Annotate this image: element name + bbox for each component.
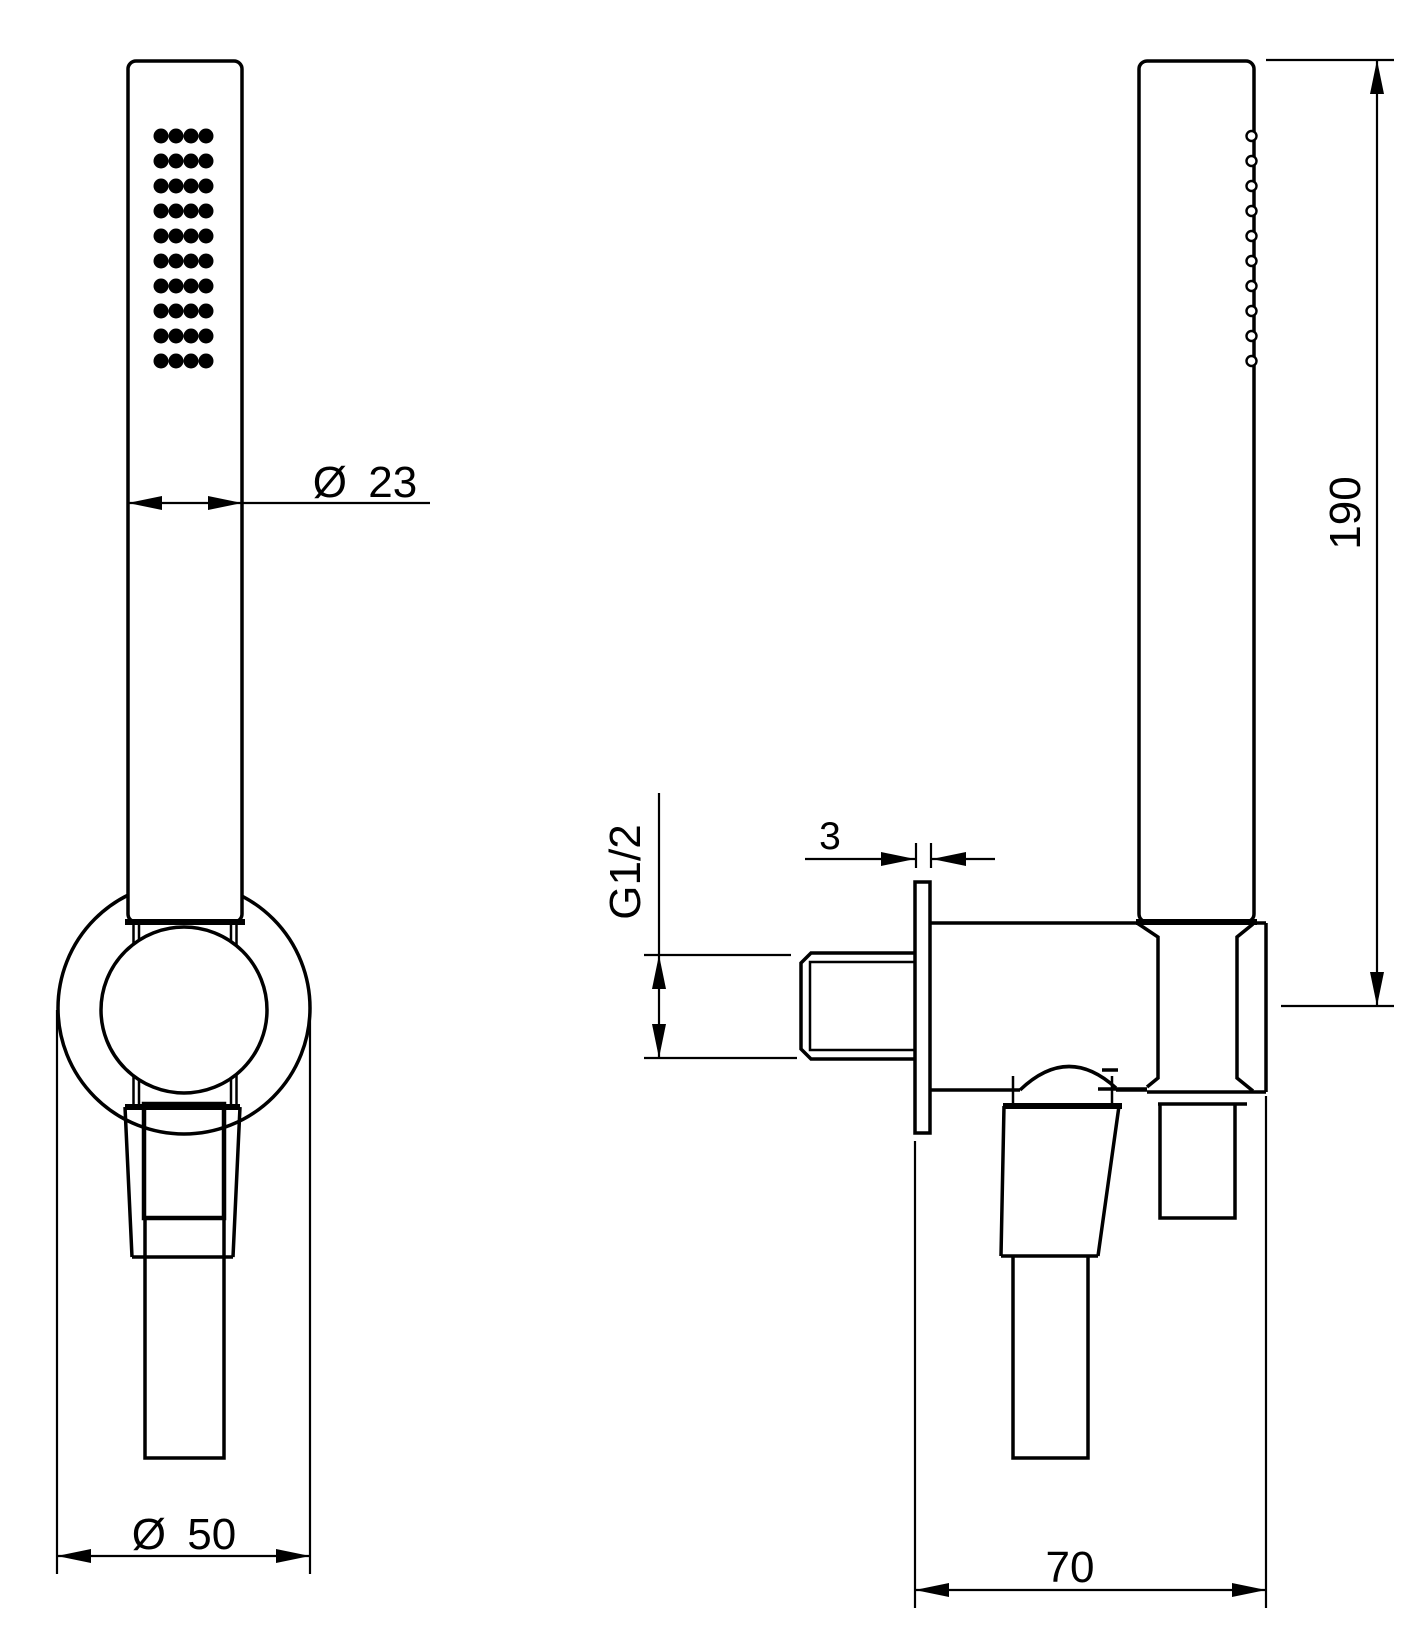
front-view (57, 61, 430, 1574)
dim-head-diameter-label: Ø 23 (312, 458, 418, 507)
dim-handle-length-label: 190 (1321, 476, 1370, 550)
dim-flange-thickness-label: 3 (819, 815, 841, 858)
wall-bracket-inner-ring (101, 927, 267, 1093)
hose-side (1013, 1256, 1088, 1458)
wall-elbow-body (930, 923, 1266, 1092)
wall-flange (915, 882, 930, 1133)
dim-bracket-diameter-label: Ø 50 (131, 1510, 237, 1559)
handshower-wand-side (1139, 61, 1254, 922)
dim-wall-offset-label: 70 (1045, 1543, 1095, 1592)
dim-thread (601, 793, 797, 1058)
hose-coupling-side (1158, 1104, 1247, 1218)
side-view (601, 60, 1394, 1608)
dim-bracket-diameter (57, 1510, 310, 1563)
hose-front (145, 1218, 224, 1458)
dim-handle-length (1266, 60, 1394, 1006)
dim-flange-thickness (805, 815, 995, 868)
hose-cone-side (1001, 1070, 1122, 1458)
dim-thread-label: G1/2 (601, 824, 650, 920)
dim-wall-offset (915, 1096, 1266, 1608)
threaded-nipple (801, 953, 915, 1059)
